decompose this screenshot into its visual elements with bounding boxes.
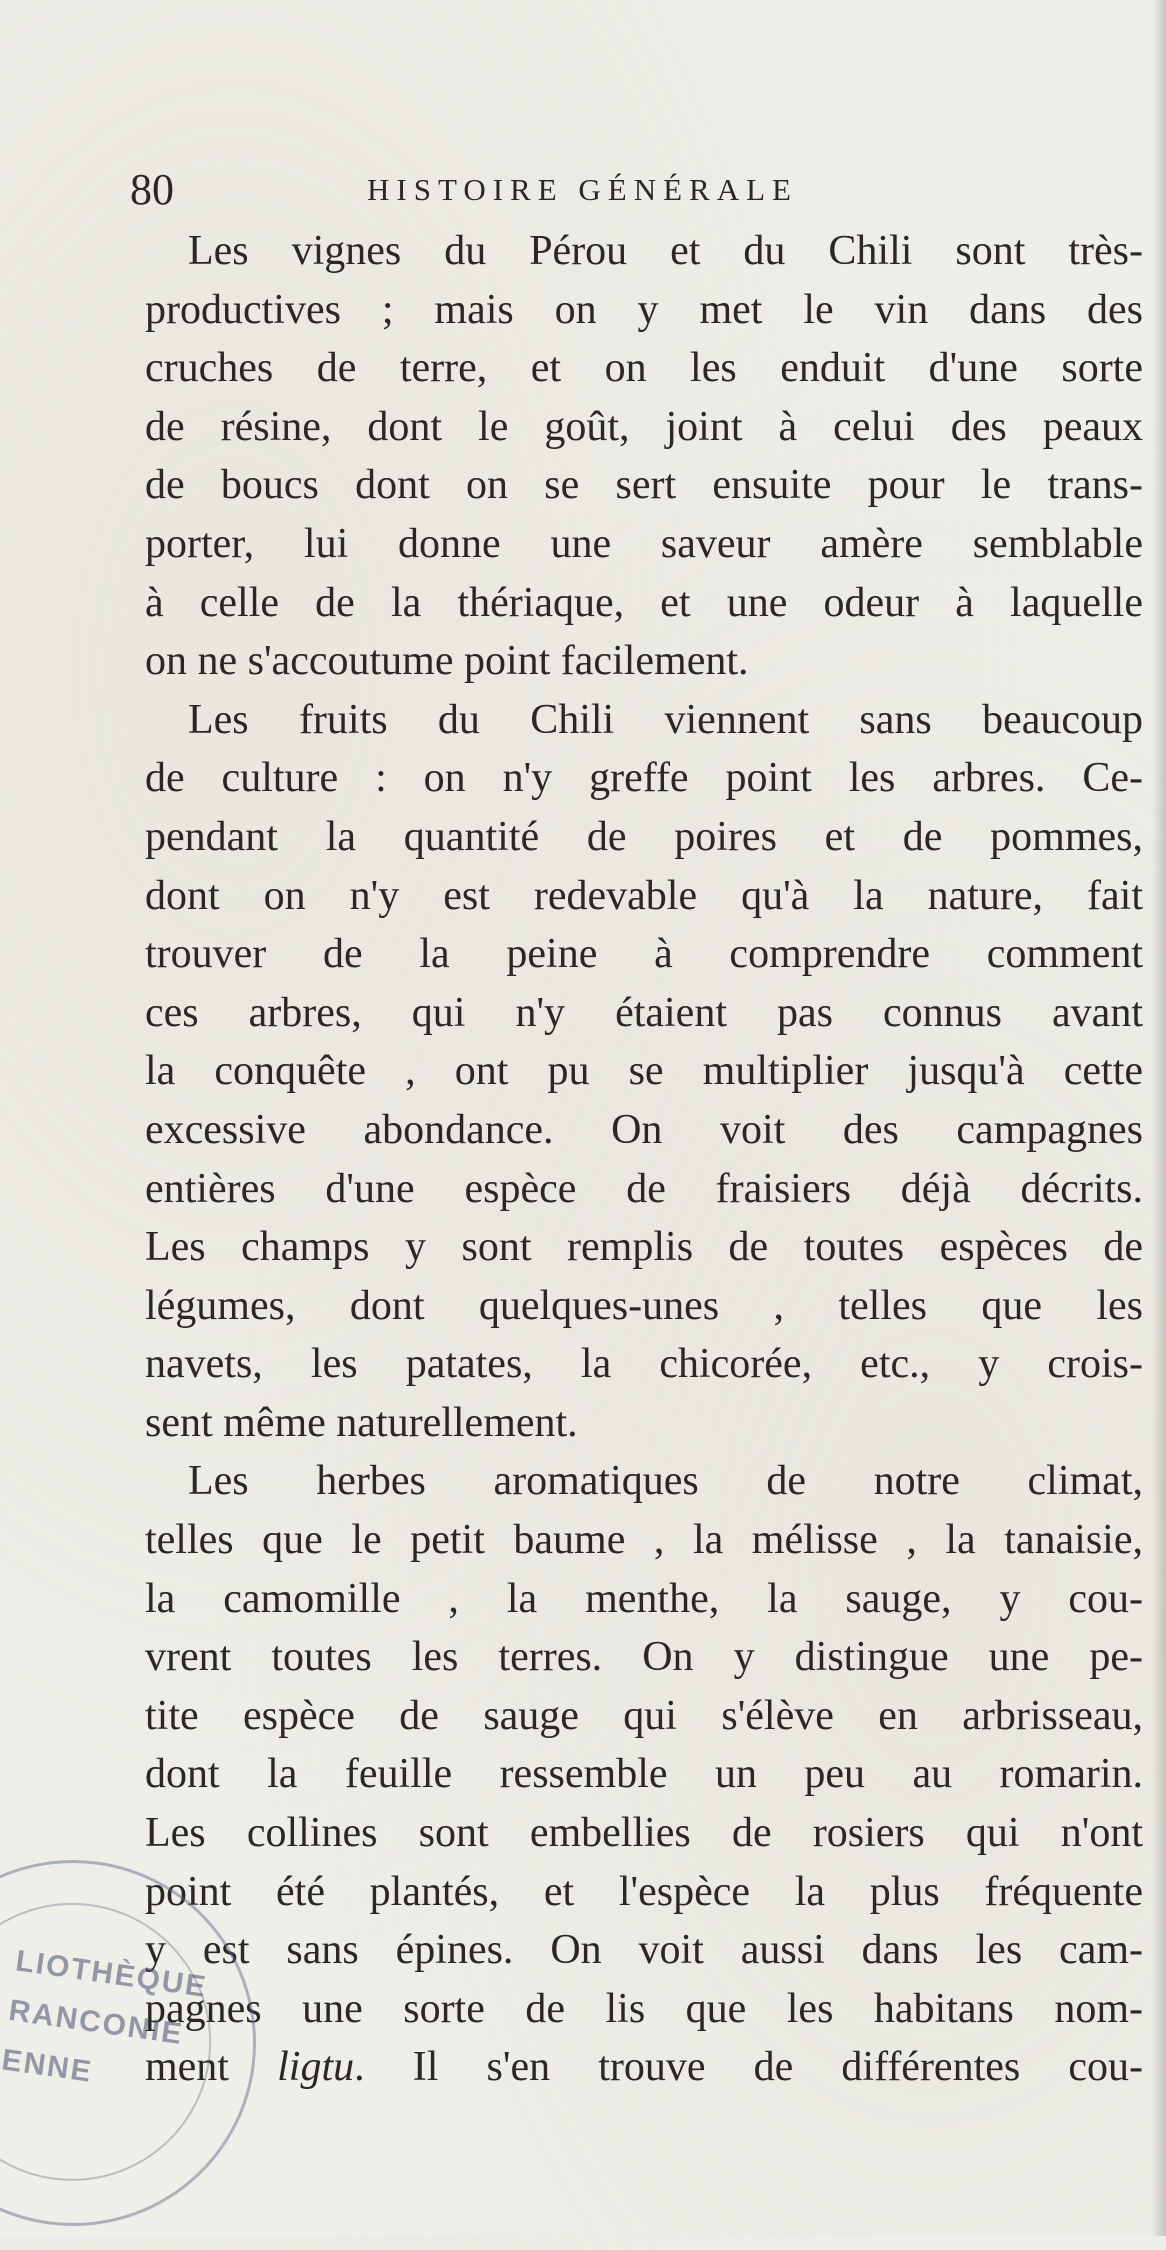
paragraph-2-line: sent même naturellement. bbox=[145, 1399, 578, 1446]
paragraph-3-line: pagnes une sorte de lis que les habitans nom- bbox=[145, 1985, 1143, 2032]
paragraph-2-line: de culture : on n'y greffe point les arbres. Ce- bbox=[145, 755, 1143, 802]
paragraph-3-line: dont la feuille ressemble un peu au romarin. bbox=[145, 1751, 1143, 1798]
paragraph-3-line: tite espèce de sauge qui s'élève en arbrisseau, bbox=[145, 1692, 1143, 1739]
paragraph-3-line: Les herbes aromatiques de notre climat, bbox=[188, 1458, 1143, 1505]
paragraph-2-line: entières d'une espèce de fraisiers déjà décrits. bbox=[145, 1165, 1143, 1212]
stamp-text-line: ENNE bbox=[0, 2043, 95, 2089]
paragraph-2-line: dont on n'y est redevable qu'à la nature, fait bbox=[145, 872, 1143, 919]
body-text bbox=[145, 222, 1143, 2097]
paragraph-2-line: Les fruits du Chili viennent sans beaucoup bbox=[188, 696, 1143, 743]
paragraph-1-line: de boucs dont on se sert ensuite pour le trans- bbox=[145, 462, 1143, 509]
running-header bbox=[130, 160, 1130, 220]
paragraph-3-line: y est sans épines. On voit aussi dans les cam- bbox=[145, 1927, 1143, 1974]
paragraph-1-line: on ne s'accoutume point facilement. bbox=[145, 638, 749, 685]
paragraph-2-line: trouver de la peine à comprendre comment bbox=[145, 931, 1143, 978]
paragraph-1-line: porter, lui donne une saveur amère semblable bbox=[145, 520, 1143, 567]
italic-term: ligtu bbox=[277, 2044, 355, 2091]
paragraph-2-line: excessive abondance. On voit des campagnes bbox=[145, 1106, 1143, 1153]
paragraph-1-line: à celle de la thériaque, et une odeur à laquelle bbox=[145, 579, 1143, 626]
paragraph-3-line: Les collines sont embellies de rosiers qui n'ont bbox=[145, 1810, 1143, 1857]
paragraph-1-line: Les vignes du Pérou et du Chili sont très- bbox=[188, 228, 1143, 274]
paragraph-1-line: productives ; mais on y met le vin dans des bbox=[145, 286, 1143, 333]
paragraph-3-line: la camomille , la menthe, la sauge, y cou- bbox=[145, 1575, 1143, 1622]
paragraph-3-line: vrent toutes les terres. On y distingue une pe- bbox=[145, 1634, 1143, 1681]
paragraph-3-line: telles que le petit baume , la mélisse , la tanaisie, bbox=[145, 1517, 1143, 1564]
page-edge-shadow bbox=[1152, 0, 1166, 2236]
stamp-text-line: LIOTHÈQUE bbox=[13, 1944, 210, 2004]
paragraph-2-line: pendant la quantité de poires et de pommes, bbox=[145, 813, 1143, 860]
paragraph-3-line: point été plantés, et l'espèce la plus fréquente bbox=[145, 1868, 1143, 1915]
paragraph-2-line: légumes, dont quelques-unes , telles que les bbox=[145, 1282, 1143, 1329]
page-number: 80 bbox=[130, 165, 174, 214]
paragraph-2-line: ces arbres, qui n'y étaient pas connus avant bbox=[145, 989, 1143, 1036]
paragraph-2-line: navets, les patates, la chicorée, etc., y crois- bbox=[145, 1341, 1143, 1388]
stamp-text-line: RANCONIE bbox=[6, 1993, 186, 2052]
running-title: HISTOIRE GÉNÉRALE bbox=[367, 172, 798, 207]
paragraph-3-line: ment ligtu. Il s'en trouve de différentes cou- bbox=[145, 2044, 1143, 2091]
paragraph-2-line: Les champs y sont remplis de toutes espèces de bbox=[145, 1224, 1143, 1271]
paragraph-2-line: la conquête , ont pu se multiplier jusqu'à cette bbox=[145, 1048, 1143, 1095]
paragraph-1-line: cruches de terre, et on les enduit d'une sorte bbox=[145, 345, 1143, 392]
paragraph-1-line: de résine, dont le goût, joint à celui des peaux bbox=[145, 403, 1143, 450]
